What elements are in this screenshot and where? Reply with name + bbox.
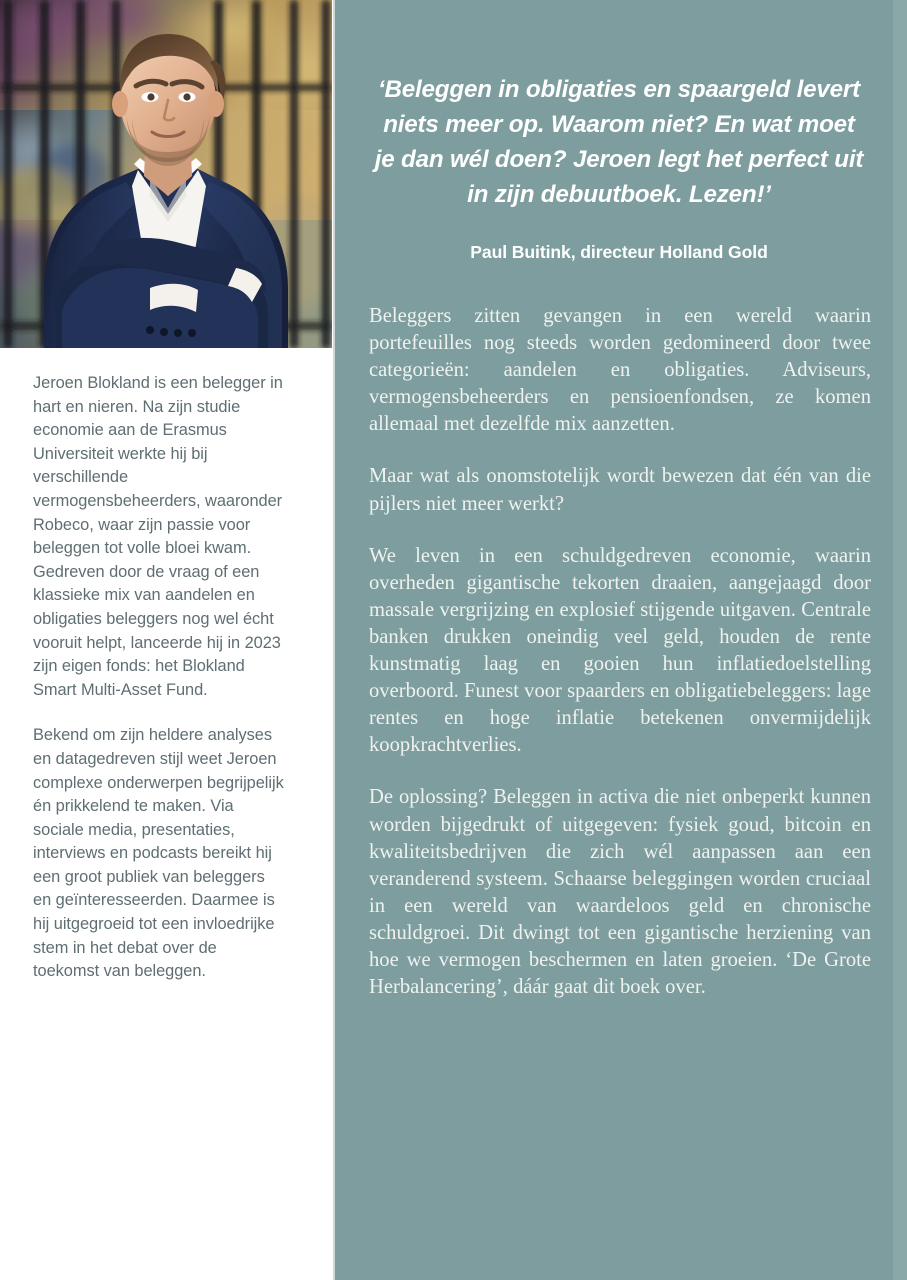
blurb-paragraph: Maar wat als onomstotelijk wordt bewezen dat één van die pijlers niet meer werkt? xyxy=(369,465,871,515)
book-blurb-body xyxy=(369,303,871,1001)
pull-quote-attribution: Paul Buitink, directeur Holland Gold xyxy=(470,242,768,262)
pull-quote-text: ‘Beleggen in obligaties en spaargeld levert niets meer op. Waarom niet? En wat moet je dan wél doen? Jeroen legt het perfect uit in zijn debuutboek. Lezen!’ xyxy=(374,76,864,208)
blurb-paragraph: De oplossing? Beleggen in activa die niet onbeperkt kunnen worden bijgedrukt of uitgegeven: fysiek goud, bitcoin en kwaliteitsbedrijven die zich wél aanpassen aan een veranderend systeem. Schaarse beleggingen worden cruciaal in een wereld van waardeloos geld en chronische schuldgroei. Dit dwingt tot een gigantische herziening van hoe we vermogen beschermen en laten groeien. ‘De Grote Herbalancering’, dáár gaat dit boek over. xyxy=(369,786,871,999)
panel-right-edge-band xyxy=(893,0,907,1280)
author-bio xyxy=(33,372,286,984)
teal-content-panel xyxy=(333,0,907,1280)
blurb-paragraph: Beleggers zitten gevangen in een wereld waarin portefeuilles nog steeds worden gedomineerd door twee categorieën: aandelen en obligaties. Adviseurs, vermogensbeheerders en pensioenfondsen, ze komen allemaal met dezelfde mix aanzetten. xyxy=(369,305,871,436)
left-column xyxy=(0,0,332,1280)
panel-left-hairline xyxy=(333,0,335,1280)
blurb-paragraph: We leven in een schuldgedreven economie, waarin overheden gigantische tekorten draaien, aangejaagd door massale vergrijzing en explosief stijgende uitgaven. Centrale banken drukken oneindig veel geld, houden de rente kunstmatig laag en gooien hun inflatiedoelstelling overboord. Funest voor spaarders en obligatiebeleggers: lage rentes en hoge inflatie betekenen onvermijdelijk koopkrachtverlies. xyxy=(369,544,871,757)
bio-paragraph: Bekend om zijn heldere analyses en datagedreven stijl weet Jeroen complexe onderwerpen begrijpelijk én prikkelend te maken. Via sociale media, presentaties, interviews en podcasts bereikt hij een groot publiek van beleggers en geïnteresseerden. Daarmee is hij uitgegroeid tot een invloedrijke stem in het debat over de toekomst van beleggen. xyxy=(33,726,284,981)
pull-quote-block xyxy=(373,72,865,264)
bio-paragraph: Jeroen Blokland is een belegger in hart en nieren. Na zijn studie economie aan de Erasmus Universiteit werkte hij bij verschillende vermogensbeheerders, waaronder Robeco, waar zijn passie voor beleggen tot volle bloei kwam. Gedreven door de vraag of een klassieke mix van aandelen en obligaties beleggers nog wel écht vooruit helpt, lanceerde hij in 2023 zijn eigen fonds: het Blokland Smart Multi-Asset Fund. xyxy=(33,374,283,699)
portrait-illustration xyxy=(0,0,332,348)
author-portrait-photo xyxy=(0,0,332,348)
